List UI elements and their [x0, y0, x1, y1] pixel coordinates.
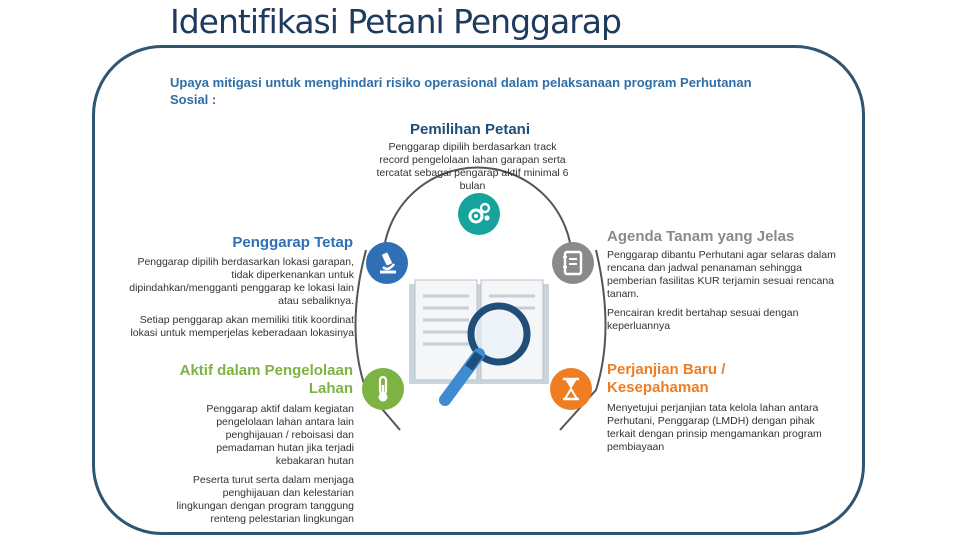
hourglass-icon — [550, 368, 592, 410]
perjanjian-title-line1: Perjanjian Baru / — [607, 361, 726, 378]
aktif-title — [150, 362, 353, 398]
perjanjian-title — [607, 361, 807, 397]
aktif-text-1: Penggarap aktif dalam kegiatan pengelolaan lahan antara lain penghijauan / reboisasi dan pemadaman hutan jika terjadi kebakaran hutan — [206, 403, 354, 467]
agenda-title: Agenda Tanam yang Jelas — [607, 228, 795, 245]
agenda-text-2: Pencairan kredit bertahap sesuai dengan keperluannya — [607, 307, 799, 332]
aktif-text-2: Peserta turut serta dalam menjaga penghijauan dan kelestarian lingkungan dengan program tanggung renteng pelestarian lingkungan — [176, 474, 354, 525]
pemilihan-text: Penggarap dipilih berdasarkan track record pengelolaan lahan garapan serta tercatat sebagai pengarap aktif minimal 6 bulan — [376, 141, 569, 192]
perjanjian-title-line2: Kesepahaman — [607, 379, 709, 396]
intro-text: Upaya mitigasi untuk menghindari risiko operasional dalam pelaksanaan program Perhutanan Sosial : — [170, 75, 752, 107]
agenda-text-1: Penggarap dibantu Perhutani agar selaras dalam rencana dan jadwal penanaman sehingga pemberian fasilitas KUR terjamin sesuai rencana tanam. — [607, 249, 836, 300]
book-magnifier-icon — [405, 278, 555, 418]
microscope-icon — [366, 242, 408, 284]
tetap-text-1: Penggarap dipilih berdasarkan lokasi garapan, tidak diperkenankan untuk dipindahkan/mengganti penggarap ke lokasi lain atau sebaliknya. — [129, 256, 354, 307]
perjanjian-text: Menyetujui perjanjian tata kelola lahan antara Perhutani, Penggarap (LMDH) dengan pihak terkait dengan prinsip mengamankan program pembiayaan — [607, 402, 822, 453]
gears-icon — [458, 193, 500, 235]
slide-title: Identifikasi Petani Penggarap — [170, 2, 621, 41]
tetap-text — [122, 256, 354, 340]
agenda-text — [607, 249, 852, 333]
aktif-title-line2: Lahan — [308, 380, 353, 397]
aktif-title-line1: Aktif dalam Pengelolaan — [179, 362, 353, 379]
thermometer-icon — [362, 368, 404, 410]
pemilihan-title: Pemilihan Petani — [409, 121, 531, 138]
tetap-text-2: Setiap penggarap akan memiliki titik koordinat lokasi untuk memperjelas keberadaan lokasinya — [130, 314, 354, 339]
aktif-text — [172, 403, 354, 526]
tetap-title: Penggarap Tetap — [232, 234, 353, 251]
notebook-icon — [552, 242, 594, 284]
